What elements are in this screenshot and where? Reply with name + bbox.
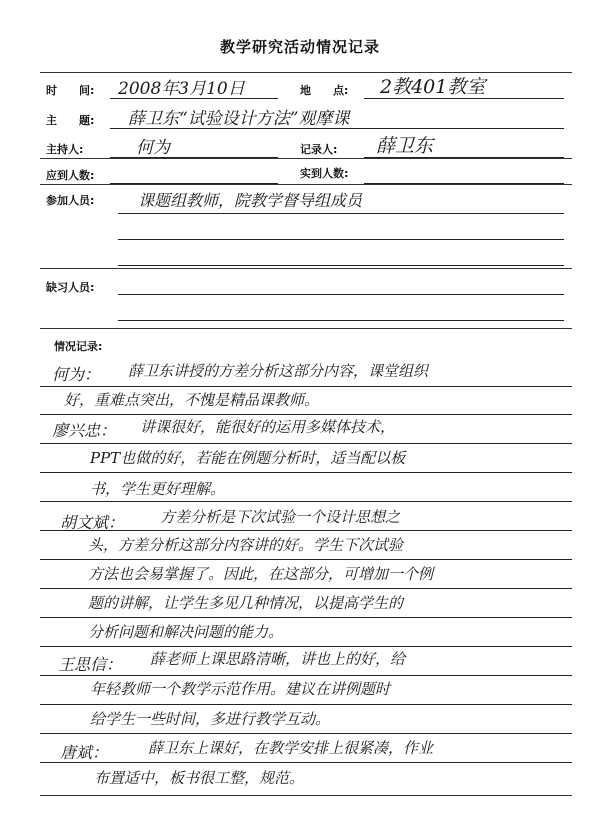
actual-label: 实到人数: (300, 167, 349, 180)
record-rule (40, 472, 572, 473)
participants-line-2 (118, 239, 564, 240)
topic-underline (110, 128, 564, 129)
record-text: 讲课很好，能很好的运用多媒体技术， (140, 418, 396, 436)
record-rule (40, 646, 572, 647)
record-text: PPT也做的好，若能在例题分析时，适当配以板 (90, 449, 406, 467)
host-value: 何为 (136, 138, 170, 158)
record-rule (40, 733, 572, 734)
participants-line-3 (118, 265, 564, 266)
host-label: 主持人: (46, 143, 84, 156)
recorder-label: 记录人: (300, 143, 338, 156)
record-rule (40, 414, 572, 415)
record-rule (40, 386, 572, 387)
absent-line-1 (118, 294, 564, 295)
absent-label: 缺习人员: (46, 281, 95, 294)
page-title: 教学研究活动情况记录 (219, 38, 380, 56)
place-value: 2教401教室 (380, 76, 486, 98)
participants-line-1 (118, 213, 564, 214)
participants-label: 参加人员: (46, 194, 95, 207)
record-text: 题的讲解，让学生多见几种情况，以提高学生的 (88, 594, 404, 612)
record-text: 方法也会易掌握了。因此，在这部分，可增加一个例 (88, 565, 434, 583)
record-rule (40, 675, 572, 676)
form-top-border (40, 72, 572, 73)
record-speaker: 廖兴忠： (52, 421, 117, 440)
record-speaker: 胡文斌： (60, 513, 125, 532)
record-speaker: 唐斌： (60, 743, 109, 762)
row-divider (40, 184, 572, 185)
record-text: 薛卫东讲授的方差分析这部分内容，课堂组织 (128, 362, 429, 380)
record-rule (40, 588, 572, 589)
record-rule (40, 762, 572, 763)
record-speaker: 何为： (52, 365, 101, 384)
record-text: 书，学生更好理解。 (90, 480, 226, 498)
absent-line-2 (118, 320, 564, 321)
record-text: 好，重难点突出，不愧是精品课教师。 (64, 391, 320, 409)
place-label: 地 点: (300, 84, 349, 97)
record-label: 情况记录: (54, 340, 103, 353)
record-text: 头，方差分析这部分内容讲的好。学生下次试验 (88, 536, 404, 554)
expected-label: 应到人数: (46, 169, 95, 182)
record-rule (40, 617, 572, 618)
row-divider (40, 328, 572, 329)
record-text: 布置适中，板书很工整，规范。 (94, 769, 305, 787)
place-underline (364, 98, 564, 99)
record-text: 薛卫东上课好，在教学安排上很紧凑，作业 (148, 739, 434, 757)
record-text: 分析问题和解决问题的能力。 (88, 623, 284, 641)
time-label: 时 间: (46, 84, 95, 97)
time-value: 2008年3月10日 (118, 79, 245, 99)
record-rule (40, 443, 572, 444)
record-text: 薛老师上课思路清晰，讲也上的好，给 (150, 650, 406, 668)
participants-value: 课题组教师，院教学督导组成员 (138, 191, 363, 210)
row-divider (40, 158, 572, 159)
recorder-value: 薛卫东 (376, 135, 434, 157)
row-divider (40, 268, 572, 269)
time-underline (110, 98, 278, 99)
form-bottom-border (40, 795, 572, 796)
record-text: 年轻教师一个教学示范作用。建议在讲例题时 (90, 680, 391, 698)
record-text: 给学生一些时间，多进行教学互动。 (90, 710, 331, 728)
record-speaker: 王思信： (58, 655, 123, 674)
record-text: 方差分析是下次试验一个设计思想之 (160, 508, 401, 526)
record-rule (40, 559, 572, 560)
record-rule (40, 704, 572, 705)
topic-value: 薛卫东“试验设计方法”观摩课 (128, 109, 350, 129)
record-rule (40, 501, 572, 502)
topic-label: 主 题: (46, 114, 95, 127)
